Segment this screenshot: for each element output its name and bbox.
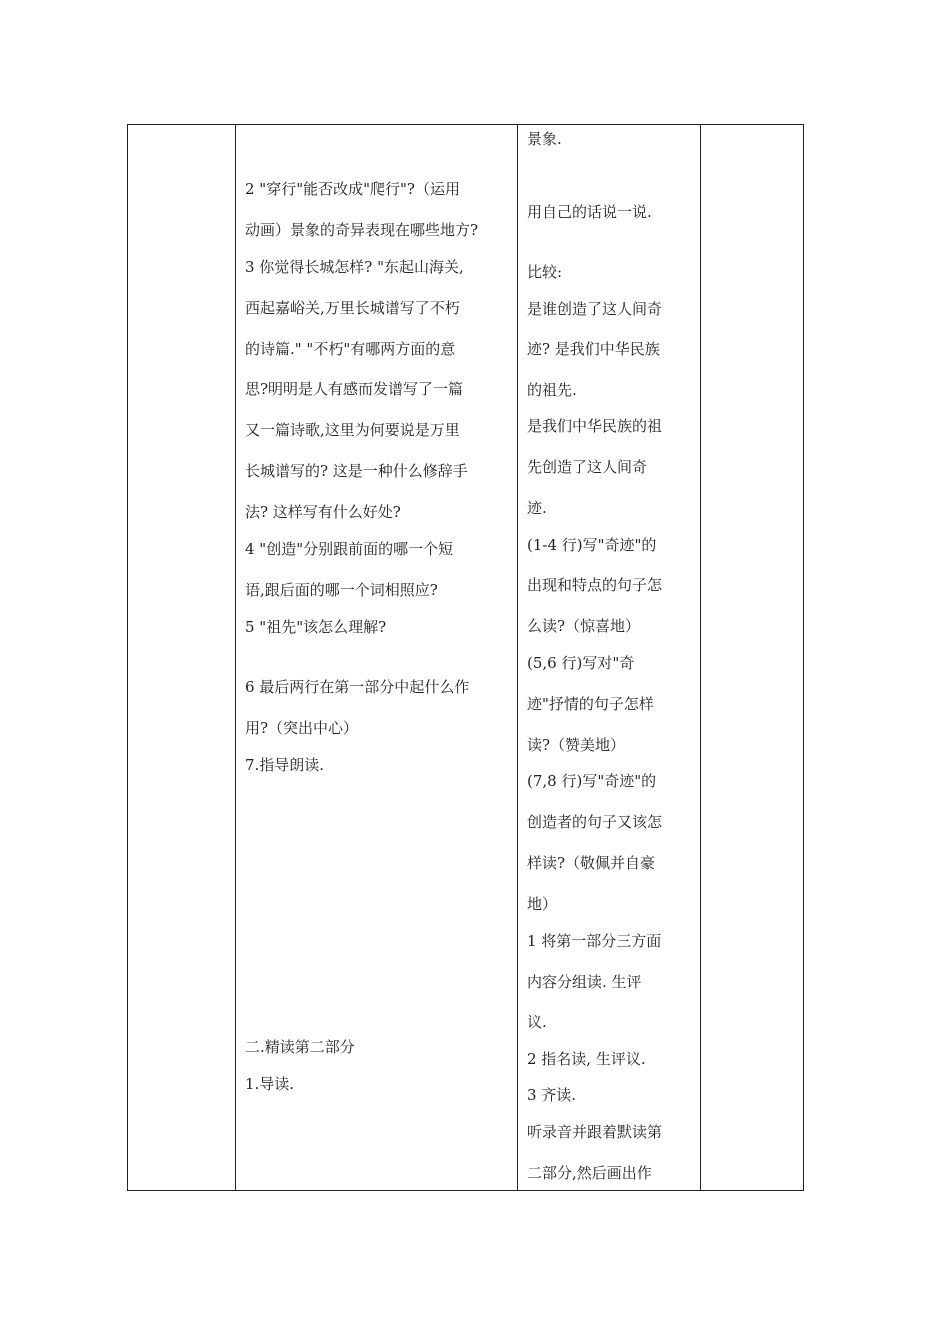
activity-line: 1 将第一部分三方面 (527, 932, 662, 950)
content-line: 4 "创造"分别跟前面的哪一个短 (245, 540, 454, 558)
activity-line: 2 指名读, 生评议. (527, 1050, 646, 1068)
activity-line: (5,6 行)写对"奇 (527, 654, 635, 672)
activity-line: 么读?（惊喜地） (527, 617, 641, 635)
activity-line: 内容分组读. 生评 (527, 973, 642, 991)
activity-line: 3 齐读. (527, 1086, 577, 1104)
content-line: 3 你觉得长城怎样? "东起山海关, (245, 258, 464, 276)
content-line: 6 最后两行在第一部分中起什么作 (245, 678, 470, 696)
activity-line: (1-4 行)写"奇迹"的 (527, 536, 657, 554)
column-divider-3 (700, 125, 701, 1190)
activity-line: 议. (527, 1013, 547, 1031)
content-line: 用?（突出中心） (245, 719, 359, 737)
activity-line: 迹"抒情的句子怎样 (527, 695, 654, 713)
activity-line: 的祖先. (527, 381, 577, 399)
activity-line: 二部分,然后画出作 (527, 1164, 652, 1182)
content-line: 7.指导朗读. (245, 756, 325, 774)
activity-line: 样读?（敬佩并自豪 (527, 854, 656, 872)
activity-line: 迹? 是我们中华民族 (527, 340, 660, 358)
lesson-table (127, 124, 804, 1191)
content-line: 法? 这样写有什么好处? (245, 503, 401, 521)
content-line: 西起嘉峪关,万里长城谱写了不朽 (245, 299, 460, 317)
content-line: 语,跟后面的哪一个词相照应? (245, 581, 438, 599)
column-divider-2 (517, 125, 518, 1190)
content-line: 又一篇诗歌,这里为何要说是万里 (245, 421, 460, 439)
activity-line: 出现和特点的句子怎 (527, 576, 663, 594)
activity-line: 是谁创造了这人间奇 (527, 300, 663, 318)
activity-line: 迹. (527, 499, 547, 517)
activity-line: 创造者的句子又该怎 (527, 813, 663, 831)
content-line: 动画）景象的奇异表现在哪些地方? (245, 221, 479, 239)
activity-line: 读?（赞美地） (527, 736, 626, 754)
content-line: 思?明明是人有感而发谱写了一篇 (245, 380, 464, 398)
activity-line: 用自己的话说一说. (527, 203, 652, 221)
column-divider-1 (235, 125, 236, 1190)
content-line: 1.导读. (245, 1075, 295, 1093)
activity-line: 是我们中华民族的祖 (527, 417, 663, 435)
content-line: 的诗篇." "不朽"有哪两方面的意 (245, 340, 456, 358)
content-line: 2 "穿行"能否改成"爬行"?（运用 (245, 180, 460, 198)
activity-line: 景象. (527, 130, 562, 148)
activity-line: 比较: (527, 263, 563, 281)
activity-line: (7,8 行)写"奇迹"的 (527, 772, 657, 790)
activity-line: 地） (527, 895, 558, 913)
activity-line: 听录音并跟着默读第 (527, 1123, 663, 1141)
content-line: 长城谱写的? 这是一种什么修辞手 (245, 462, 468, 480)
content-line: 5 "祖先"该怎么理解? (245, 618, 387, 636)
section-heading: 二.精读第二部分 (245, 1038, 355, 1056)
activity-line: 先创造了这人间奇 (527, 458, 648, 476)
